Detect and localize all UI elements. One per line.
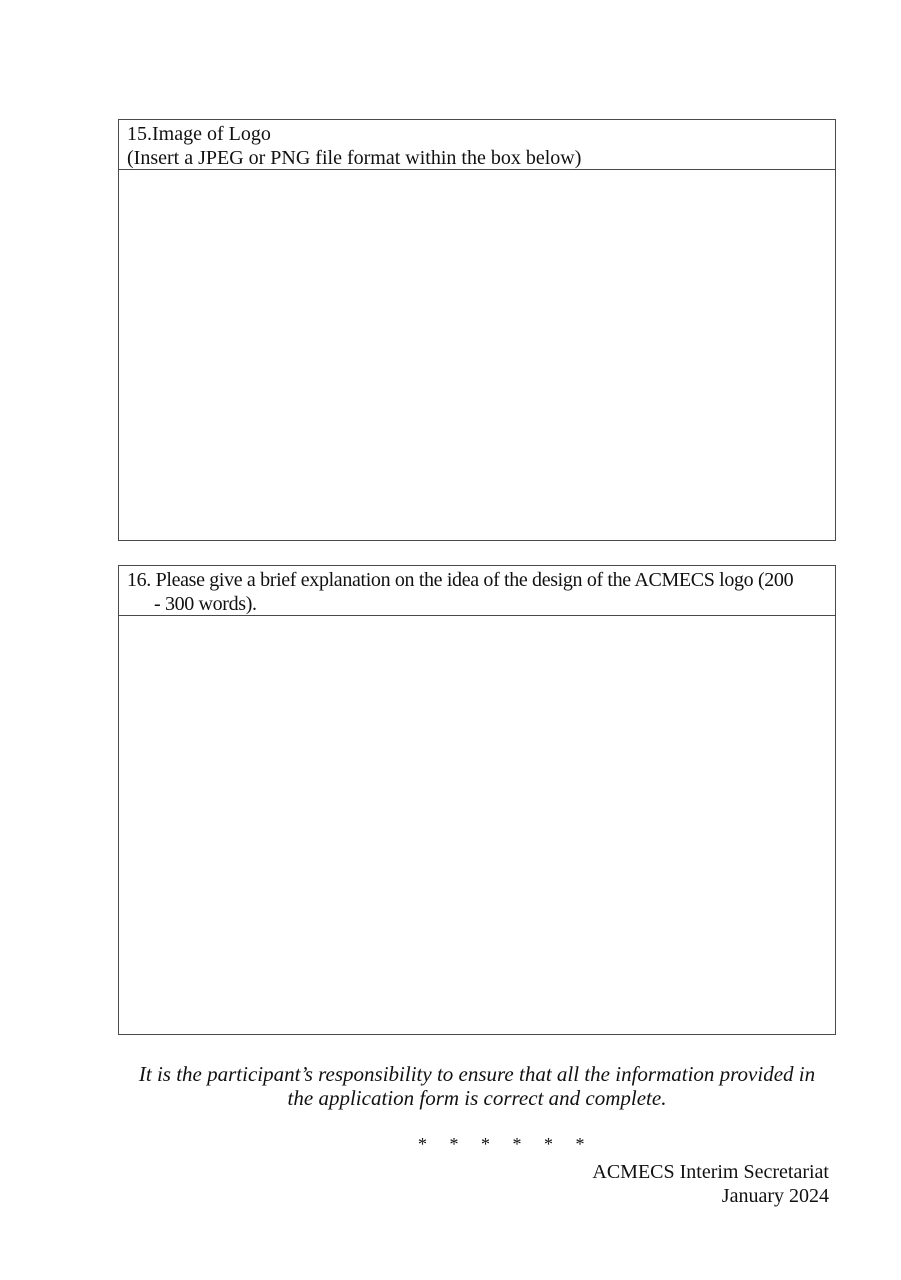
logo-image-upload-box[interactable] — [119, 170, 835, 540]
logo-image-title: 15.Image of Logo — [127, 123, 271, 145]
logo-image-instruction: (Insert a JPEG or PNG file format within the box below) — [127, 147, 582, 169]
design-explanation-question-line2: - 300 words). — [154, 593, 257, 615]
signoff — [592, 1160, 829, 1208]
question-text: Please give a brief explanation on the idea of the design of the ACMECS logo (200 — [155, 569, 794, 591]
question-number: 16. — [127, 569, 151, 591]
signoff-date: January 2024 — [721, 1185, 829, 1207]
disclaimer-line2: the application form is correct and complete. — [287, 1086, 667, 1110]
disclaimer-line1: It is the participant’s responsibility to ensure that all the information provided in — [138, 1062, 816, 1086]
design-explanation-header — [119, 566, 835, 616]
logo-image-section — [118, 119, 836, 541]
logo-image-header — [119, 120, 835, 170]
design-explanation-answer-box[interactable] — [119, 616, 835, 1034]
design-explanation-question-line1 — [127, 568, 827, 592]
design-explanation-section — [118, 565, 836, 1035]
asterisk-separator: * * * * * * — [418, 1134, 594, 1154]
signoff-organization: ACMECS Interim Secretariat — [592, 1161, 829, 1183]
responsibility-disclaimer — [118, 1062, 836, 1110]
